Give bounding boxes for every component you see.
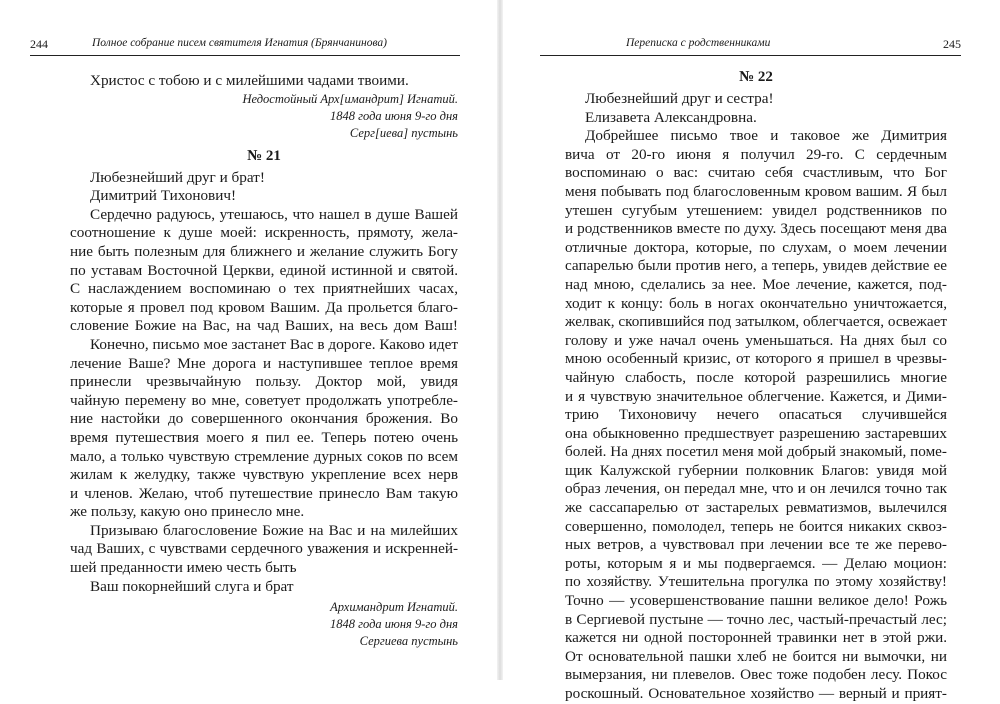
letter-body [565, 127, 947, 703]
text-line: кажется ни одной посторонней травинки нет в этой ржи. [565, 629, 947, 647]
right-page-text [565, 68, 947, 704]
text-line: Ваш покорнейший слуга и брат [90, 577, 294, 595]
greeting-line: Любезнейший друг и сестра! [585, 90, 774, 107]
text-line: роты, которым я и мы подвергаемся. — Делаю моцион: [565, 554, 947, 572]
text-line: воспоминаю о вас: считаю себя счастливым, что Бог [565, 164, 947, 182]
text-line: принесли чрезвычайную пользу. Доктор мой, увидя [70, 373, 458, 391]
text-line: соотношение к душе моей: искренность, прямоту, жела- [70, 224, 458, 242]
text-line: Конечно, письмо мое застанет Вас в дороге. Каково идет [90, 335, 458, 353]
text-line: которые я провел под кровом Вашим. Да прольется благо- [70, 298, 458, 316]
text-line: она обыкновенно предшествует разрешению застаревших [565, 424, 947, 442]
text-line: образ лечения, он передал мне, что и он лечился точно так [565, 480, 947, 498]
text-line: Сердечно радуюсь, утешаюсь, что нашел в душе Вашей [90, 205, 458, 223]
signature-line: Архимандрит Игнатий. [330, 600, 458, 615]
text-line: болей. На днях посетил меня мой добрый знакомый, поме- [565, 443, 947, 461]
text-line: роскошный. Основательное хозяйство — верный и прият- [565, 685, 947, 702]
text-line: по уставам Восточной Церкви, единой истинной и святой. [70, 261, 458, 279]
opening-line: Христос с тобою и с милейшими чадами твоими. [90, 72, 409, 89]
text-line: Точно — усовершенствование пашни великое дело! Рожь [565, 592, 947, 610]
signature-line: Недостойный Арх[имандрит] Игнатий. [242, 91, 458, 106]
text-line: чайную перемену во мне, советует продолжать употребле- [70, 391, 458, 409]
letter-body [70, 206, 458, 596]
text-line: От основательной пашки хлеб не боится ни вымочки, ни [565, 647, 947, 665]
left-page [0, 0, 500, 680]
signature-line: Серг[иева] пустынь [349, 125, 458, 140]
text-line: шей преданности имею честь быть [70, 559, 297, 577]
text-line: вича от 20-го июня я получил 29-го. С сердечным [565, 145, 947, 163]
right-running-title: Переписка с родственниками [626, 37, 771, 49]
text-line: чад Ваших, с чувствами сердечного уважения и искренней- [70, 540, 458, 558]
text-line: утешен сугубым утешением: увидел родственников по [565, 201, 947, 219]
greeting-line: Димитрий Тихонович! [90, 187, 237, 205]
text-line: жилам к желудку, также чувствую укрепление всех нерв [70, 466, 458, 484]
left-page-number: 244 [30, 37, 48, 51]
text-line: мало, а только чувствую стремление дурных соков по всем [70, 447, 458, 465]
text-line: вымерзания, ни плевелов. Овес тоже подобен лесу. Покос [565, 666, 947, 684]
greeting-line: Любезнейший друг и брат! [90, 168, 265, 186]
text-line: ние настойки до совершенного окончания брожения. Во [70, 410, 458, 428]
text-line: мною особенный кризис, от которого я пришел в чрезвы- [565, 350, 947, 368]
text-line: Призываю благословение Божие на Вас и на милейших [90, 521, 458, 539]
text-line: же сассапарелью от застарелых ревматизмов, вылечился [565, 499, 947, 517]
right-page-number: 245 [943, 37, 961, 51]
left-page-text [70, 72, 458, 650]
text-line: и родственников вместе по духу. Здесь посещают меня два [565, 220, 947, 238]
previous-signature [70, 91, 458, 142]
text-line: сапарелью были против него, а теперь, увидев действие ее [565, 257, 947, 275]
signature-line: 1848 года июня 9-го дня [330, 108, 458, 123]
text-line: Добрейшее письмо твое и таковое же Димитрия [585, 127, 947, 145]
text-line: же пользу, какую оно принесло мне. [70, 503, 305, 521]
text-line: в Сергиевой пустыне — точно лес, частый-пречастый лес; [565, 610, 947, 628]
text-line: совершенно, помолодел, теперь не боится никаких сквоз- [565, 517, 947, 535]
letter-number: № 21 [247, 147, 281, 164]
right-page-header [540, 37, 961, 56]
text-line: ных ветров, а чувствовал при лечении все те же перево- [565, 536, 947, 554]
text-line: голову и уже начал очень уменьшаться. На днях был со [565, 331, 947, 349]
signature-line: Сергиева пустынь [359, 634, 458, 649]
text-line: ходит к концу: боль в ногах окончательно уничтожается, [565, 294, 947, 312]
text-line: лечение Ваше? Мне дорога и наступившее теплое время [70, 354, 458, 372]
text-line: словение Божие на Вас, на чад Ваших, на весь дом Ваш! [70, 317, 458, 335]
left-running-title: Полное собрание писем святителя Игнатия (Брянчанинова) [92, 37, 387, 49]
text-line: отличные доктора, которые, по слухам, о моем лечении [565, 238, 947, 256]
text-line: ние быть полезным для ближнего и желание служить Богу [70, 242, 458, 260]
text-line: меня побывать под благословенным кровом вашим. Я был [565, 182, 947, 200]
text-line: по хозяйству. Утешительна прогулка по этому хозяйству! [565, 573, 947, 591]
text-line: щик Калужской губернии полковник Благов: увидя мой [565, 461, 947, 479]
text-line: С наслаждением воспоминаю о тех приятнейших часах, [70, 280, 458, 298]
text-line: желвак, скопившийся под затылком, облегчается, освежает [565, 313, 947, 331]
greeting-line: Елизавета Александровна. [585, 108, 757, 126]
letter-signature [70, 599, 458, 650]
left-page-header [30, 37, 460, 56]
text-line: чайную слабость, после которой разрешились многие [565, 368, 947, 386]
text-line: и я чувствую значительное облегчение. Кажется, и Дими- [565, 387, 947, 405]
text-line: трию Тихоновичу нечего опасаться случившейся [565, 406, 947, 424]
text-line: и членов. Желаю, чтоб путешествие принесло Вам такую [70, 484, 458, 502]
text-line: время путешествия моего я пил ее. Теперь потею очень [70, 428, 458, 446]
signature-line: 1848 года июня 9-го дня [330, 617, 458, 632]
letter-number: № 22 [739, 69, 773, 85]
text-line: над мною, сделались за нее. Мое лечение, кажется, под- [565, 275, 947, 293]
